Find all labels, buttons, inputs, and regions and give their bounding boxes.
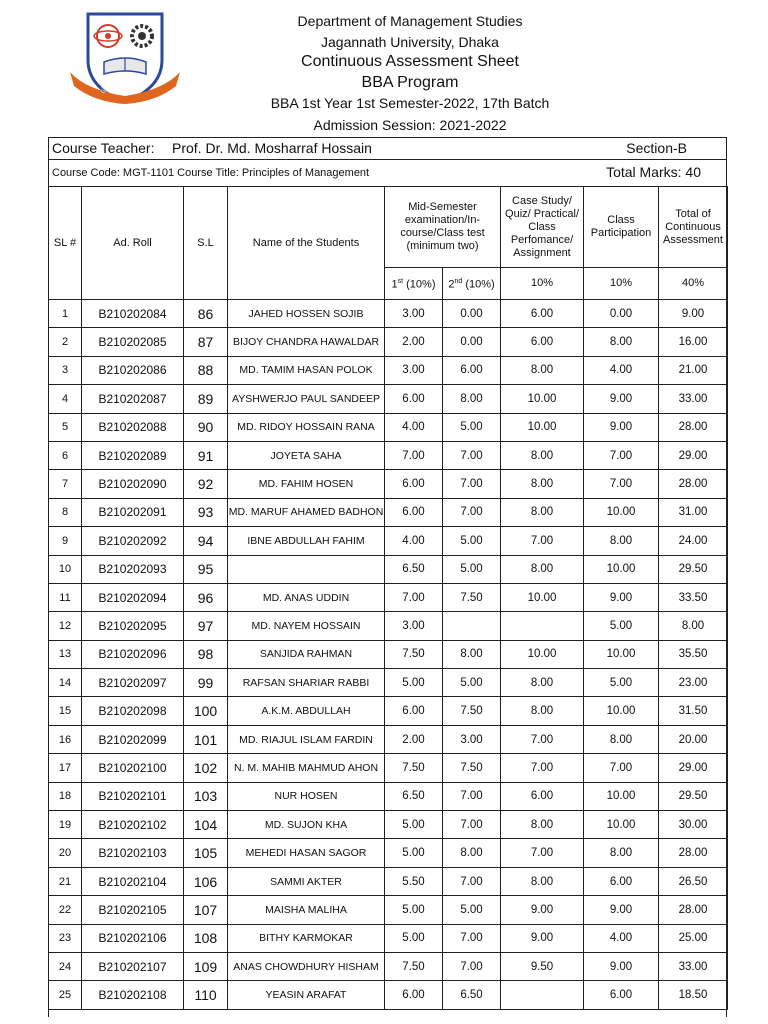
serial-cell: 21: [49, 867, 82, 895]
course-code-title: Course Code: MGT-1101 Course Title: Principles of Management: [52, 167, 370, 179]
header-case-study: Case Study/ Quiz/ Practical/ Class Perfomance/ Assignment: [501, 187, 584, 268]
table-row: [49, 640, 728, 668]
case-study-cell: 8.00: [501, 697, 584, 725]
participation-cell: 10.00: [584, 697, 659, 725]
participation-cell: 9.00: [584, 896, 659, 924]
serial-cell: 9: [49, 527, 82, 555]
total-cell: 29.50: [659, 782, 728, 810]
mid-second-weight: (10%): [462, 278, 495, 291]
serial-cell: 6: [49, 441, 82, 469]
table-row: [49, 356, 728, 384]
mid-first-cell: 5.00: [385, 669, 443, 697]
mid-second-cell: 6.00: [443, 356, 501, 384]
table-row: [49, 896, 728, 924]
mid-first-cell: 5.00: [385, 839, 443, 867]
case-study-cell: 8.00: [501, 811, 584, 839]
table-row: [49, 612, 728, 640]
participation-cell: 7.00: [584, 441, 659, 469]
serial-cell: 13: [49, 640, 82, 668]
case-study-cell: 6.00: [501, 782, 584, 810]
department-name: Department of Management Studies: [297, 13, 523, 29]
table-row: [49, 725, 728, 753]
sno-cell: 91: [184, 441, 228, 469]
mid-second-cell: 8.00: [443, 640, 501, 668]
mid-second-cell: 8.00: [443, 839, 501, 867]
sno-cell: 94: [184, 527, 228, 555]
ordinal-nd: nd: [454, 278, 463, 286]
table-row: [49, 328, 728, 356]
sno-cell: 93: [184, 498, 228, 526]
mid-second-cell: 5.00: [443, 669, 501, 697]
case-study-cell: 8.00: [501, 867, 584, 895]
student-name-cell: RAFSAN SHARIAR RABBI: [228, 669, 385, 697]
student-name-cell: SANJIDA RAHMAN: [228, 640, 385, 668]
sno-cell: 110: [184, 981, 228, 1009]
case-study-cell: [501, 612, 584, 640]
mid-first-cell: 7.50: [385, 754, 443, 782]
serial-cell: 3: [49, 356, 82, 384]
table-row: [49, 498, 728, 526]
roll-cell: B210202088: [82, 413, 184, 441]
roll-cell: B210202098: [82, 697, 184, 725]
participation-cell: 10.00: [584, 811, 659, 839]
student-name-cell: JOYETA SAHA: [228, 441, 385, 469]
serial-cell: 15: [49, 697, 82, 725]
serial-cell: 16: [49, 725, 82, 753]
sno-cell: 106: [184, 867, 228, 895]
roll-cell: B210202100: [82, 754, 184, 782]
table-row: [49, 981, 728, 1009]
mid-second-cell: 7.00: [443, 924, 501, 952]
total-cell: 8.00: [659, 612, 728, 640]
table-row: [49, 782, 728, 810]
student-name-cell: AYSHWERJO PAUL SANDEEP: [228, 385, 385, 413]
header-case-weight: 10%: [501, 268, 584, 300]
roll-cell: B210202094: [82, 583, 184, 611]
serial-cell: 8: [49, 498, 82, 526]
mid-second-cell: 7.00: [443, 782, 501, 810]
sno-cell: 107: [184, 896, 228, 924]
sno-cell: 88: [184, 356, 228, 384]
participation-cell: 7.00: [584, 754, 659, 782]
mid-second-cell: 0.00: [443, 328, 501, 356]
student-name-cell: SAMMI AKTER: [228, 867, 385, 895]
total-cell: 30.00: [659, 811, 728, 839]
serial-cell: 7: [49, 470, 82, 498]
roll-cell: B210202104: [82, 867, 184, 895]
serial-cell: 1: [49, 300, 82, 328]
sheet-title: Continuous Assessment Sheet: [301, 53, 519, 70]
sno-cell: 108: [184, 924, 228, 952]
semester-batch: BBA 1st Year 1st Semester-2022, 17th Batch: [270, 95, 550, 111]
participation-cell: 8.00: [584, 527, 659, 555]
serial-cell: 22: [49, 896, 82, 924]
header-mid-semester: Mid-Semester examination/In-course/Class test (minimum two): [385, 187, 501, 268]
table-row: [49, 811, 728, 839]
table-row: [49, 385, 728, 413]
mid-first-cell: 6.00: [385, 697, 443, 725]
roll-cell: B210202090: [82, 470, 184, 498]
table-row: [49, 300, 728, 328]
participation-cell: 9.00: [584, 413, 659, 441]
mid-second-cell: 7.50: [443, 697, 501, 725]
total-cell: 28.00: [659, 470, 728, 498]
sno-cell: 101: [184, 725, 228, 753]
mid-first-cell: 5.00: [385, 924, 443, 952]
sno-cell: 109: [184, 952, 228, 980]
participation-cell: 0.00: [584, 300, 659, 328]
table-row: [49, 413, 728, 441]
roll-cell: B210202097: [82, 669, 184, 697]
total-cell: 28.00: [659, 839, 728, 867]
total-cell: 29.00: [659, 754, 728, 782]
course-teacher-row: [48, 137, 727, 160]
mid-first-cell: 6.50: [385, 782, 443, 810]
participation-cell: 10.00: [584, 555, 659, 583]
mid-first-cell: 2.00: [385, 725, 443, 753]
logo-caption: জ্ঞানই শক্তি: [100, 86, 136, 95]
table-row: [49, 555, 728, 583]
case-study-cell: 10.00: [501, 413, 584, 441]
table-row: [49, 754, 728, 782]
student-name-cell: BIJOY CHANDRA HAWALDAR: [228, 328, 385, 356]
mid-first-weight: (10%): [403, 278, 436, 291]
mid-second-cell: 0.00: [443, 300, 501, 328]
roll-cell: B210202087: [82, 385, 184, 413]
total-cell: 33.50: [659, 583, 728, 611]
sno-cell: 102: [184, 754, 228, 782]
roll-cell: B210202093: [82, 555, 184, 583]
roll-cell: B210202103: [82, 839, 184, 867]
case-study-cell: 8.00: [501, 441, 584, 469]
student-name-cell: ANAS CHOWDHURY HISHAM: [228, 952, 385, 980]
mid-first-cell: 3.00: [385, 356, 443, 384]
mid-first-cell: 7.00: [385, 441, 443, 469]
student-name-cell: IBNE ABDULLAH FAHIM: [228, 527, 385, 555]
roll-cell: B210202084: [82, 300, 184, 328]
mid-second-cell: 7.00: [443, 811, 501, 839]
mid-first-cell: 5.00: [385, 811, 443, 839]
participation-cell: 5.00: [584, 669, 659, 697]
student-name-cell: A.K.M. ABDULLAH: [228, 697, 385, 725]
case-study-cell: 10.00: [501, 385, 584, 413]
roll-cell: B210202095: [82, 612, 184, 640]
serial-cell: 19: [49, 811, 82, 839]
header-participation: Class Participation: [584, 187, 659, 268]
serial-cell: 20: [49, 839, 82, 867]
roll-cell: B210202105: [82, 896, 184, 924]
serial-cell: 14: [49, 669, 82, 697]
roll-cell: B210202092: [82, 527, 184, 555]
total-cell: 23.00: [659, 669, 728, 697]
header-sno: S.L: [184, 187, 228, 300]
student-name-cell: MD. TAMIM HASAN POLOK: [228, 356, 385, 384]
student-name-cell: N. M. MAHIB MAHMUD AHON: [228, 754, 385, 782]
case-study-cell: [501, 981, 584, 1009]
mid-second-cell: 5.00: [443, 413, 501, 441]
participation-cell: 9.00: [584, 952, 659, 980]
sno-cell: 104: [184, 811, 228, 839]
case-study-cell: 8.00: [501, 498, 584, 526]
mid-second-cell: 5.00: [443, 896, 501, 924]
total-cell: 28.00: [659, 413, 728, 441]
mid-second-cell: 5.00: [443, 527, 501, 555]
sno-cell: 96: [184, 583, 228, 611]
serial-cell: 11: [49, 583, 82, 611]
header-roll: Ad. Roll: [82, 187, 184, 300]
serial-cell: 12: [49, 612, 82, 640]
ordinal-st: st: [397, 278, 404, 286]
mid-first-cell: 7.50: [385, 640, 443, 668]
mid-first-cell: 5.00: [385, 896, 443, 924]
table-row: [49, 924, 728, 952]
student-name-cell: MD. RIDOY HOSSAIN RANA: [228, 413, 385, 441]
mid-first-cell: 5.50: [385, 867, 443, 895]
total-cell: 31.00: [659, 498, 728, 526]
sno-cell: 97: [184, 612, 228, 640]
case-study-cell: 7.00: [501, 527, 584, 555]
case-study-cell: 7.00: [501, 754, 584, 782]
mid-first-cell: 7.00: [385, 583, 443, 611]
roll-cell: B210202107: [82, 952, 184, 980]
mid-second-cell: 7.00: [443, 867, 501, 895]
sno-cell: 95: [184, 555, 228, 583]
participation-cell: 8.00: [584, 328, 659, 356]
mid-second-cell: 7.50: [443, 583, 501, 611]
mid-first-cell: 6.50: [385, 555, 443, 583]
header-name: Name of the Students: [228, 187, 385, 300]
mid-second-cell: 6.50: [443, 981, 501, 1009]
mid-first-cell: 3.00: [385, 612, 443, 640]
total-cell: 28.00: [659, 896, 728, 924]
serial-cell: 24: [49, 952, 82, 980]
table-row: [49, 867, 728, 895]
header-participation-weight: 10%: [584, 268, 659, 300]
mid-first-cell: 6.00: [385, 498, 443, 526]
sno-cell: 86: [184, 300, 228, 328]
total-cell: 29.50: [659, 555, 728, 583]
case-study-cell: 8.00: [501, 669, 584, 697]
table-row: [49, 669, 728, 697]
program-name: BBA Program: [361, 74, 459, 91]
serial-cell: 17: [49, 754, 82, 782]
total-marks: Total Marks: 40: [606, 164, 701, 180]
student-name-cell: BITHY KARMOKAR: [228, 924, 385, 952]
roll-cell: B210202106: [82, 924, 184, 952]
student-name-cell: MD. FAHIM HOSEN: [228, 470, 385, 498]
header-total-weight: 40%: [659, 268, 728, 300]
serial-cell: 10: [49, 555, 82, 583]
roll-cell: B210202101: [82, 782, 184, 810]
mid-first-cell: 4.00: [385, 413, 443, 441]
sno-cell: 98: [184, 640, 228, 668]
header-mid-second: 2nd (10%): [443, 268, 501, 300]
case-study-cell: 7.00: [501, 725, 584, 753]
serial-cell: 5: [49, 413, 82, 441]
case-study-cell: 8.00: [501, 356, 584, 384]
assessment-table: [48, 186, 728, 1010]
table-header-row: [49, 187, 728, 268]
participation-cell: 10.00: [584, 498, 659, 526]
participation-cell: 6.00: [584, 867, 659, 895]
case-study-cell: 8.00: [501, 470, 584, 498]
student-name-cell: NUR HOSEN: [228, 782, 385, 810]
participation-cell: 7.00: [584, 470, 659, 498]
roll-cell: B210202099: [82, 725, 184, 753]
mid-first-cell: 2.00: [385, 328, 443, 356]
case-study-cell: 9.00: [501, 924, 584, 952]
case-study-cell: 6.00: [501, 328, 584, 356]
mid-second-cell: 5.00: [443, 555, 501, 583]
total-cell: 18.50: [659, 981, 728, 1009]
table-row: [49, 441, 728, 469]
sno-cell: 89: [184, 385, 228, 413]
participation-cell: 4.00: [584, 356, 659, 384]
mid-second-cell: 3.00: [443, 725, 501, 753]
sno-cell: 92: [184, 470, 228, 498]
header-mid-first: 1st (10%): [385, 268, 443, 300]
serial-cell: 2: [49, 328, 82, 356]
case-study-cell: 9.50: [501, 952, 584, 980]
mid-first-cell: 6.00: [385, 470, 443, 498]
student-name-cell: MD. ANAS UDDIN: [228, 583, 385, 611]
serial-cell: 18: [49, 782, 82, 810]
sno-cell: 100: [184, 697, 228, 725]
student-name-cell: MAISHA MALIHA: [228, 896, 385, 924]
sno-cell: 90: [184, 413, 228, 441]
student-name-cell: MD. SUJON KHA: [228, 811, 385, 839]
table-row: [49, 697, 728, 725]
total-cell: 33.00: [659, 952, 728, 980]
roll-cell: B210202108: [82, 981, 184, 1009]
case-study-cell: 10.00: [501, 583, 584, 611]
mid-second-cell: 7.00: [443, 441, 501, 469]
mid-second-cell: 7.00: [443, 498, 501, 526]
student-name-cell: YEASIN ARAFAT: [228, 981, 385, 1009]
case-study-cell: 6.00: [501, 300, 584, 328]
sno-cell: 103: [184, 782, 228, 810]
mid-first-cell: 6.00: [385, 981, 443, 1009]
roll-cell: B210202096: [82, 640, 184, 668]
sno-cell: 105: [184, 839, 228, 867]
mid-first-cell: 4.00: [385, 527, 443, 555]
mid-first-cell: 7.50: [385, 952, 443, 980]
participation-cell: 8.00: [584, 725, 659, 753]
header-total: Total of Continuous Assessment: [659, 187, 728, 268]
student-name-cell: [228, 555, 385, 583]
participation-cell: 6.00: [584, 981, 659, 1009]
total-cell: 21.00: [659, 356, 728, 384]
sno-cell: 87: [184, 328, 228, 356]
case-study-cell: 7.00: [501, 839, 584, 867]
header-sl: SL #: [49, 187, 82, 300]
roll-cell: B210202091: [82, 498, 184, 526]
roll-cell: B210202102: [82, 811, 184, 839]
sno-cell: 99: [184, 669, 228, 697]
mid-second-cell: [443, 612, 501, 640]
participation-cell: 10.00: [584, 782, 659, 810]
participation-cell: 8.00: [584, 839, 659, 867]
table-row: [49, 583, 728, 611]
serial-cell: 25: [49, 981, 82, 1009]
table-row: [49, 839, 728, 867]
mid-second-cell: 7.00: [443, 470, 501, 498]
table-row: [49, 470, 728, 498]
student-name-cell: JAHED HOSSEN SOJIB: [228, 300, 385, 328]
total-cell: 20.00: [659, 725, 728, 753]
student-name-cell: MEHEDI HASAN SAGOR: [228, 839, 385, 867]
mid-first-cell: 3.00: [385, 300, 443, 328]
participation-cell: 9.00: [584, 583, 659, 611]
total-cell: 9.00: [659, 300, 728, 328]
total-cell: 35.50: [659, 640, 728, 668]
student-name-cell: MD. MARUF AHAMED BADHON: [228, 498, 385, 526]
university-name: Jagannath University, Dhaka: [321, 34, 499, 50]
teacher-label: Course Teacher:: [52, 140, 155, 156]
mid-second-cell: 7.50: [443, 754, 501, 782]
roll-cell: B210202089: [82, 441, 184, 469]
mid-second-cell: 7.00: [443, 952, 501, 980]
total-cell: 33.00: [659, 385, 728, 413]
case-study-cell: 9.00: [501, 896, 584, 924]
student-name-cell: MD. NAYEM HOSSAIN: [228, 612, 385, 640]
total-cell: 24.00: [659, 527, 728, 555]
student-name-cell: MD. RIAJUL ISLAM FARDIN: [228, 725, 385, 753]
admission-session: Admission Session: 2021-2022: [313, 117, 507, 133]
case-study-cell: 8.00: [501, 555, 584, 583]
participation-cell: 5.00: [584, 612, 659, 640]
total-cell: 31.50: [659, 697, 728, 725]
case-study-cell: 10.00: [501, 640, 584, 668]
total-cell: 16.00: [659, 328, 728, 356]
serial-cell: 4: [49, 385, 82, 413]
participation-cell: 10.00: [584, 640, 659, 668]
teacher-name: Prof. Dr. Md. Mosharraf Hossain: [172, 140, 372, 156]
course-code-row: [48, 160, 727, 187]
roll-cell: B210202085: [82, 328, 184, 356]
serial-cell: 23: [49, 924, 82, 952]
participation-cell: 9.00: [584, 385, 659, 413]
total-cell: 29.00: [659, 441, 728, 469]
table-row: [49, 952, 728, 980]
roll-cell: B210202086: [82, 356, 184, 384]
table-row: [49, 527, 728, 555]
participation-cell: 4.00: [584, 924, 659, 952]
total-cell: 26.50: [659, 867, 728, 895]
total-cell: 25.00: [659, 924, 728, 952]
section-label: Section-B: [626, 140, 687, 156]
mid-second-cell: 8.00: [443, 385, 501, 413]
mid-first-cell: 6.00: [385, 385, 443, 413]
